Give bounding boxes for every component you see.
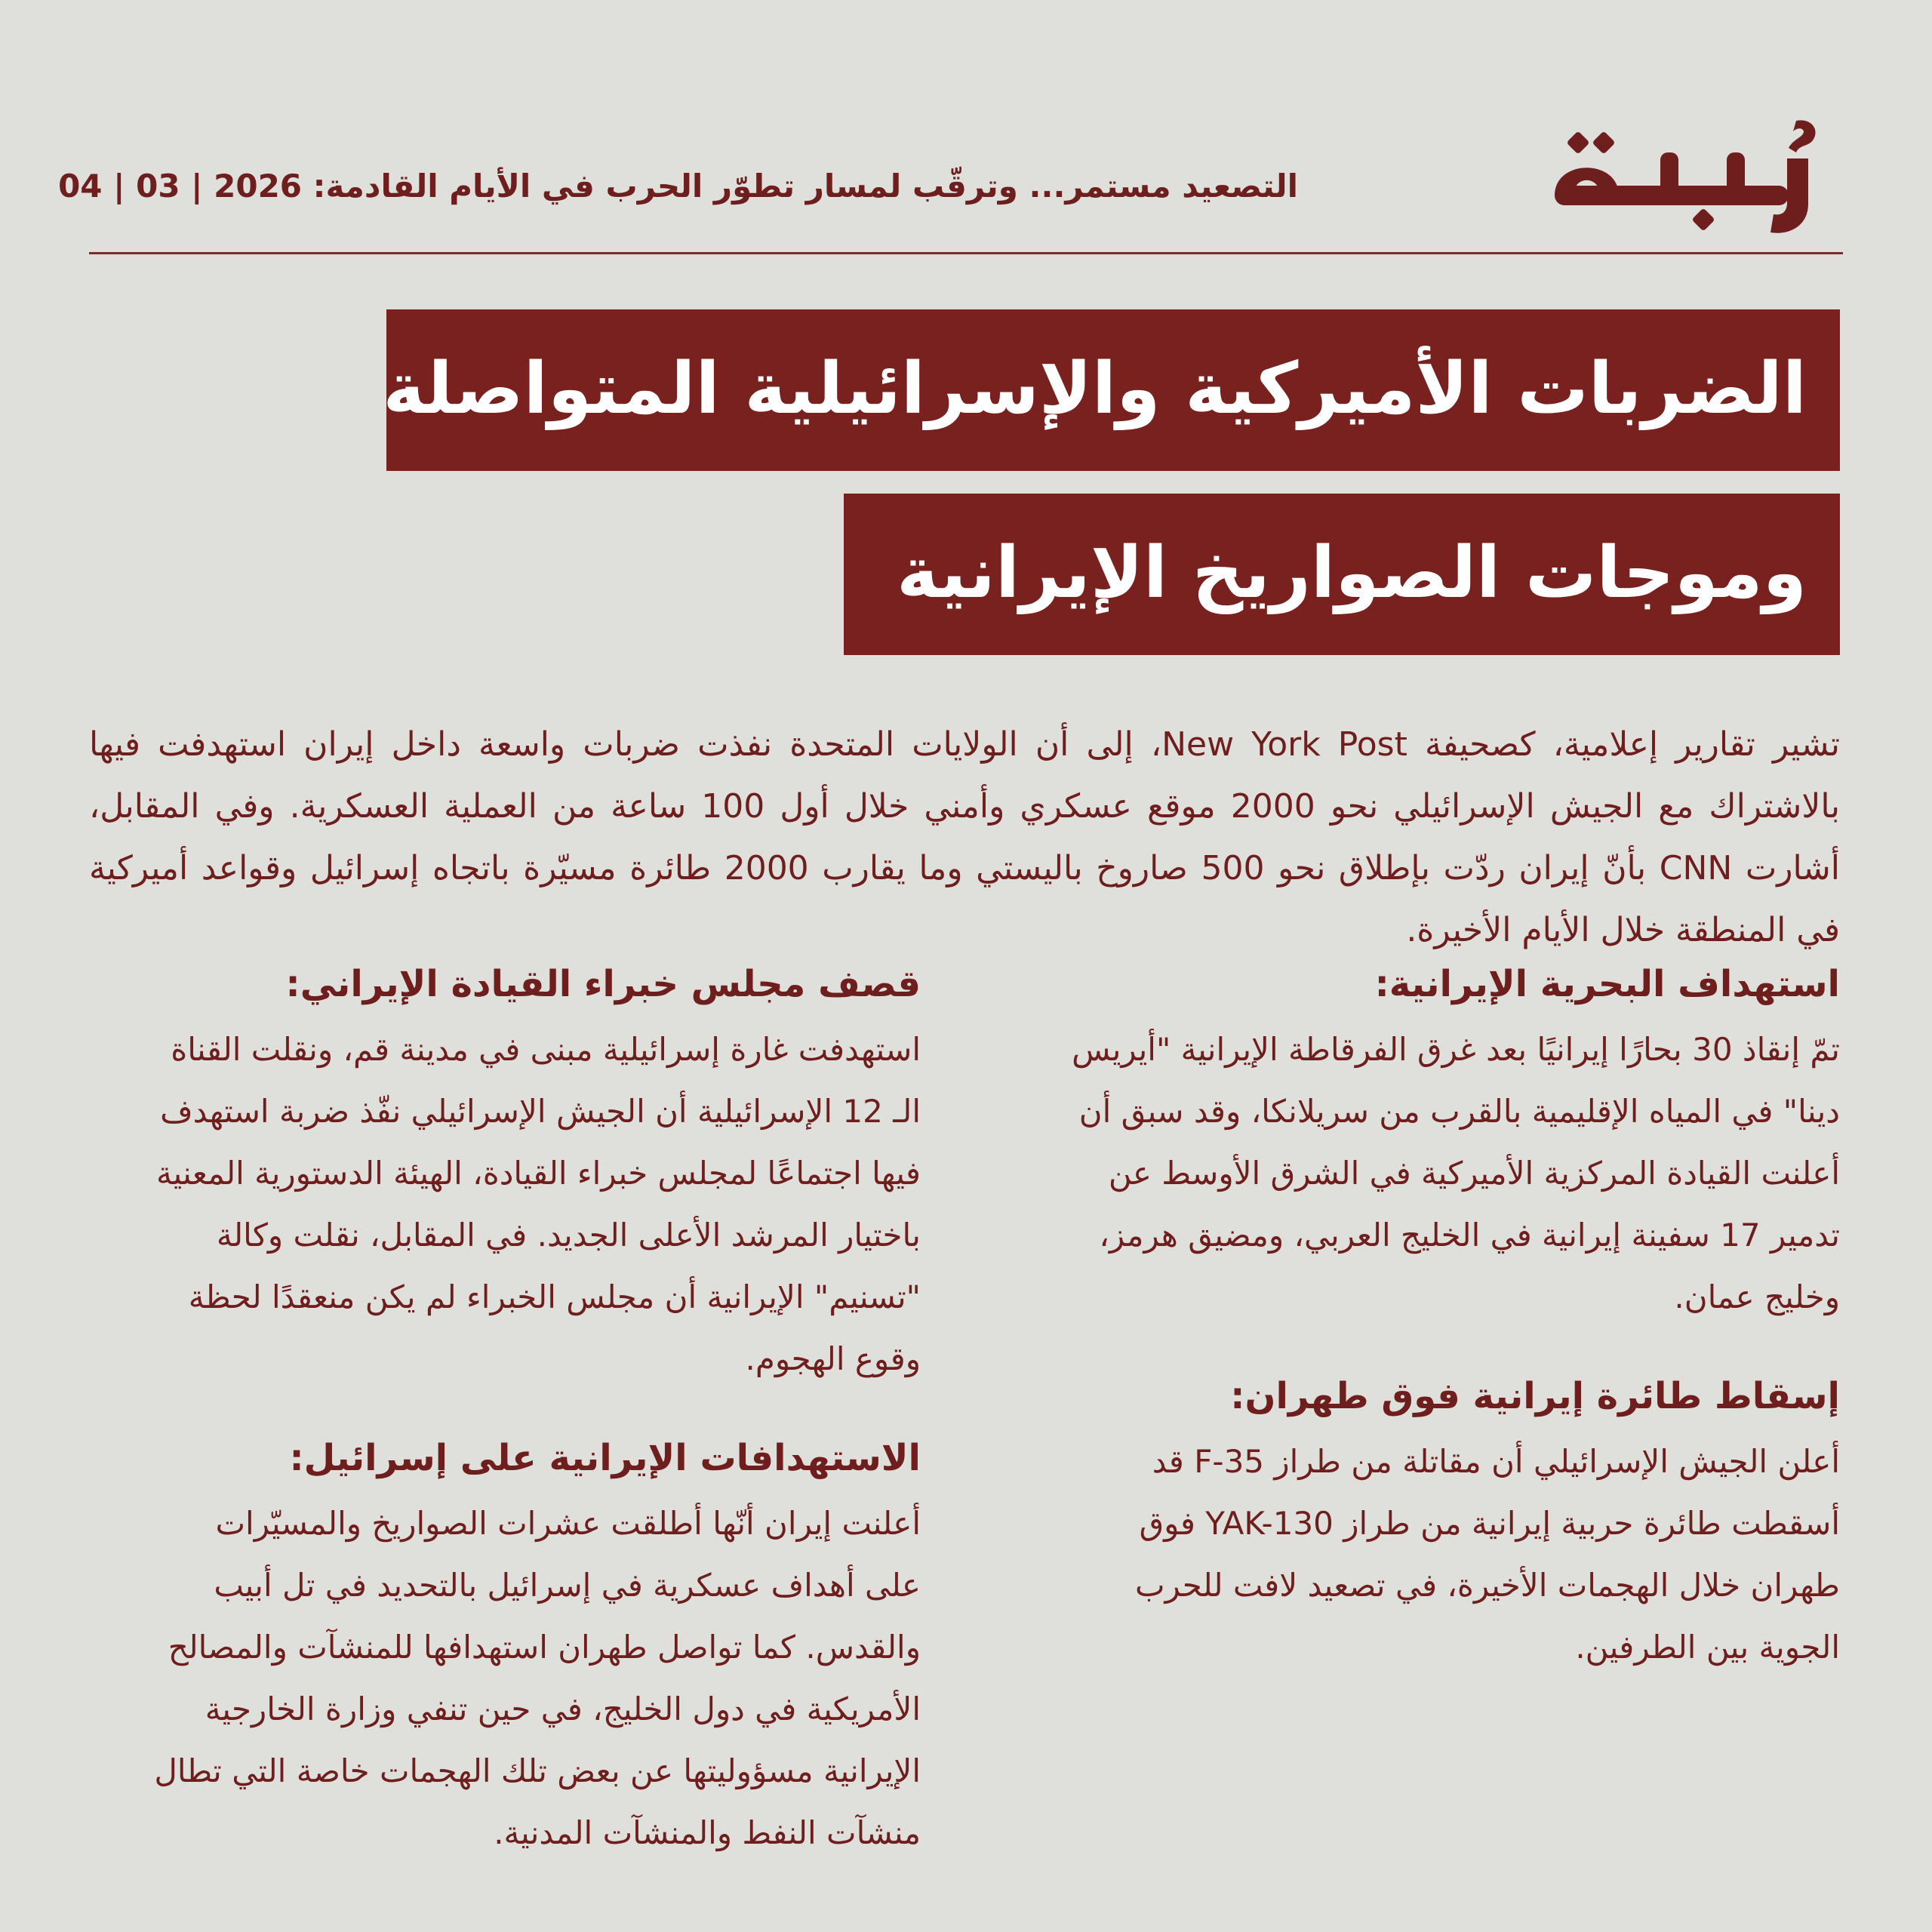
right-column	[1070, 958, 1840, 1721]
section-body-aircraft: أعلن الجيش الإسرائيلي أن مقاتلة من طراز F-35 قد أسقطت طائرة حربية إيرانية من طراز YAK-130 فوق طهران خلال الهجمات الأخيرة، في تصعيد لافت للحرب الجوية بين الطرفين.	[1135, 1443, 1840, 1666]
headline-line-1: الضربات الأميركية والإسرائيلية المتواصلة	[386, 309, 1840, 471]
section-body-navy: تمّ إنقاذ 30 بحارًا إيرانيًا بعد غرق الفرقاطة الإيرانية "أيريس دينا" في المياه الإقليمية بالقرب من سريلانكا، وقد سبق أن أعلنت القيادة المركزية الأميركية في الشرق الأوسط عن تدمير 17 سفينة إيرانية في الخليج العربي، ومضيق هرمز، وخليج عمان.	[1072, 1031, 1840, 1315]
section-title-aircraft: إسقاط طائرة إيرانية فوق طهران:	[1230, 1375, 1840, 1417]
section-title-navy: استهداف البحرية الإيرانية:	[1374, 963, 1840, 1005]
section-body-council: استهدفت غارة إسرائيلية مبنى في مدينة قم، ونقلت القناة الـ 12 الإسرائيلية أن الجيش الإسرائيلي نفّذ ضربة استهدف فيها اجتماعًا لمجلس خبراء القيادة، الهيئة الدستورية المعنية باختيار المرشد الأعلى الجديد. في المقابل، نقلت وكالة "تسنيم" الإيرانية أن مجلس الخبراء لم يكن منعقدًا لحظة وقوع الهجوم.	[155, 1031, 921, 1377]
section-title-council: قصف مجلس خبراء القيادة الإيراني:	[285, 963, 921, 1005]
section-title-israel: الاستهدافات الإيرانية على إسرائيل:	[289, 1437, 921, 1479]
header-tagline	[58, 168, 1298, 205]
section-body-israel: أعلنت إيران أنّها أطلقت عشرات الصواريخ والمسيّرات على أهداف عسكرية في إسرائيل بالتحديد في تل أبيب والقدس. كما تواصل طهران استهدافها للمنشآت والمصالح الأمريكية في دول الخليج، في حين تنفي وزارة الخارجية الإيرانية مسؤوليتها عن بعض تلك الهجمات خاصة التي تطال منشآت النفط والمنشآت المدنية.	[154, 1505, 921, 1851]
intro-paragraph: تشير تقارير إعلامية، كصحيفة New York Post، إلى أن الولايات المتحدة نفذت ضربات واسعة داخل إيران استهدفت فيها بالاشتراك مع الجيش الإسرائيلي نحو 2000 موقع عسكري وأمني خلال أول 100 ساعة من العملية العسكرية. وفي المقابل، أشارت CNN بأنّ إيران ردّت بإطلاق نحو 500 صاروخ باليستي وما يقارب 2000 طائرة مسيّرة باتجاه إسرائيل وقواعد أميركية في المنطقة خلال الأيام الأخيرة.	[89, 725, 1841, 949]
rotba-logo	[1547, 113, 1849, 234]
header-date: 04 | 03 | 2026	[58, 168, 303, 205]
header-divider	[89, 252, 1843, 254]
headline-line-2: وموجات الصواريخ الإيرانية	[844, 494, 1840, 655]
left-column	[151, 958, 921, 1906]
tagline-text: التصعيد مستمر... وترقّب لمسار تطوّر الحرب في الأيام القادمة:	[312, 168, 1298, 205]
